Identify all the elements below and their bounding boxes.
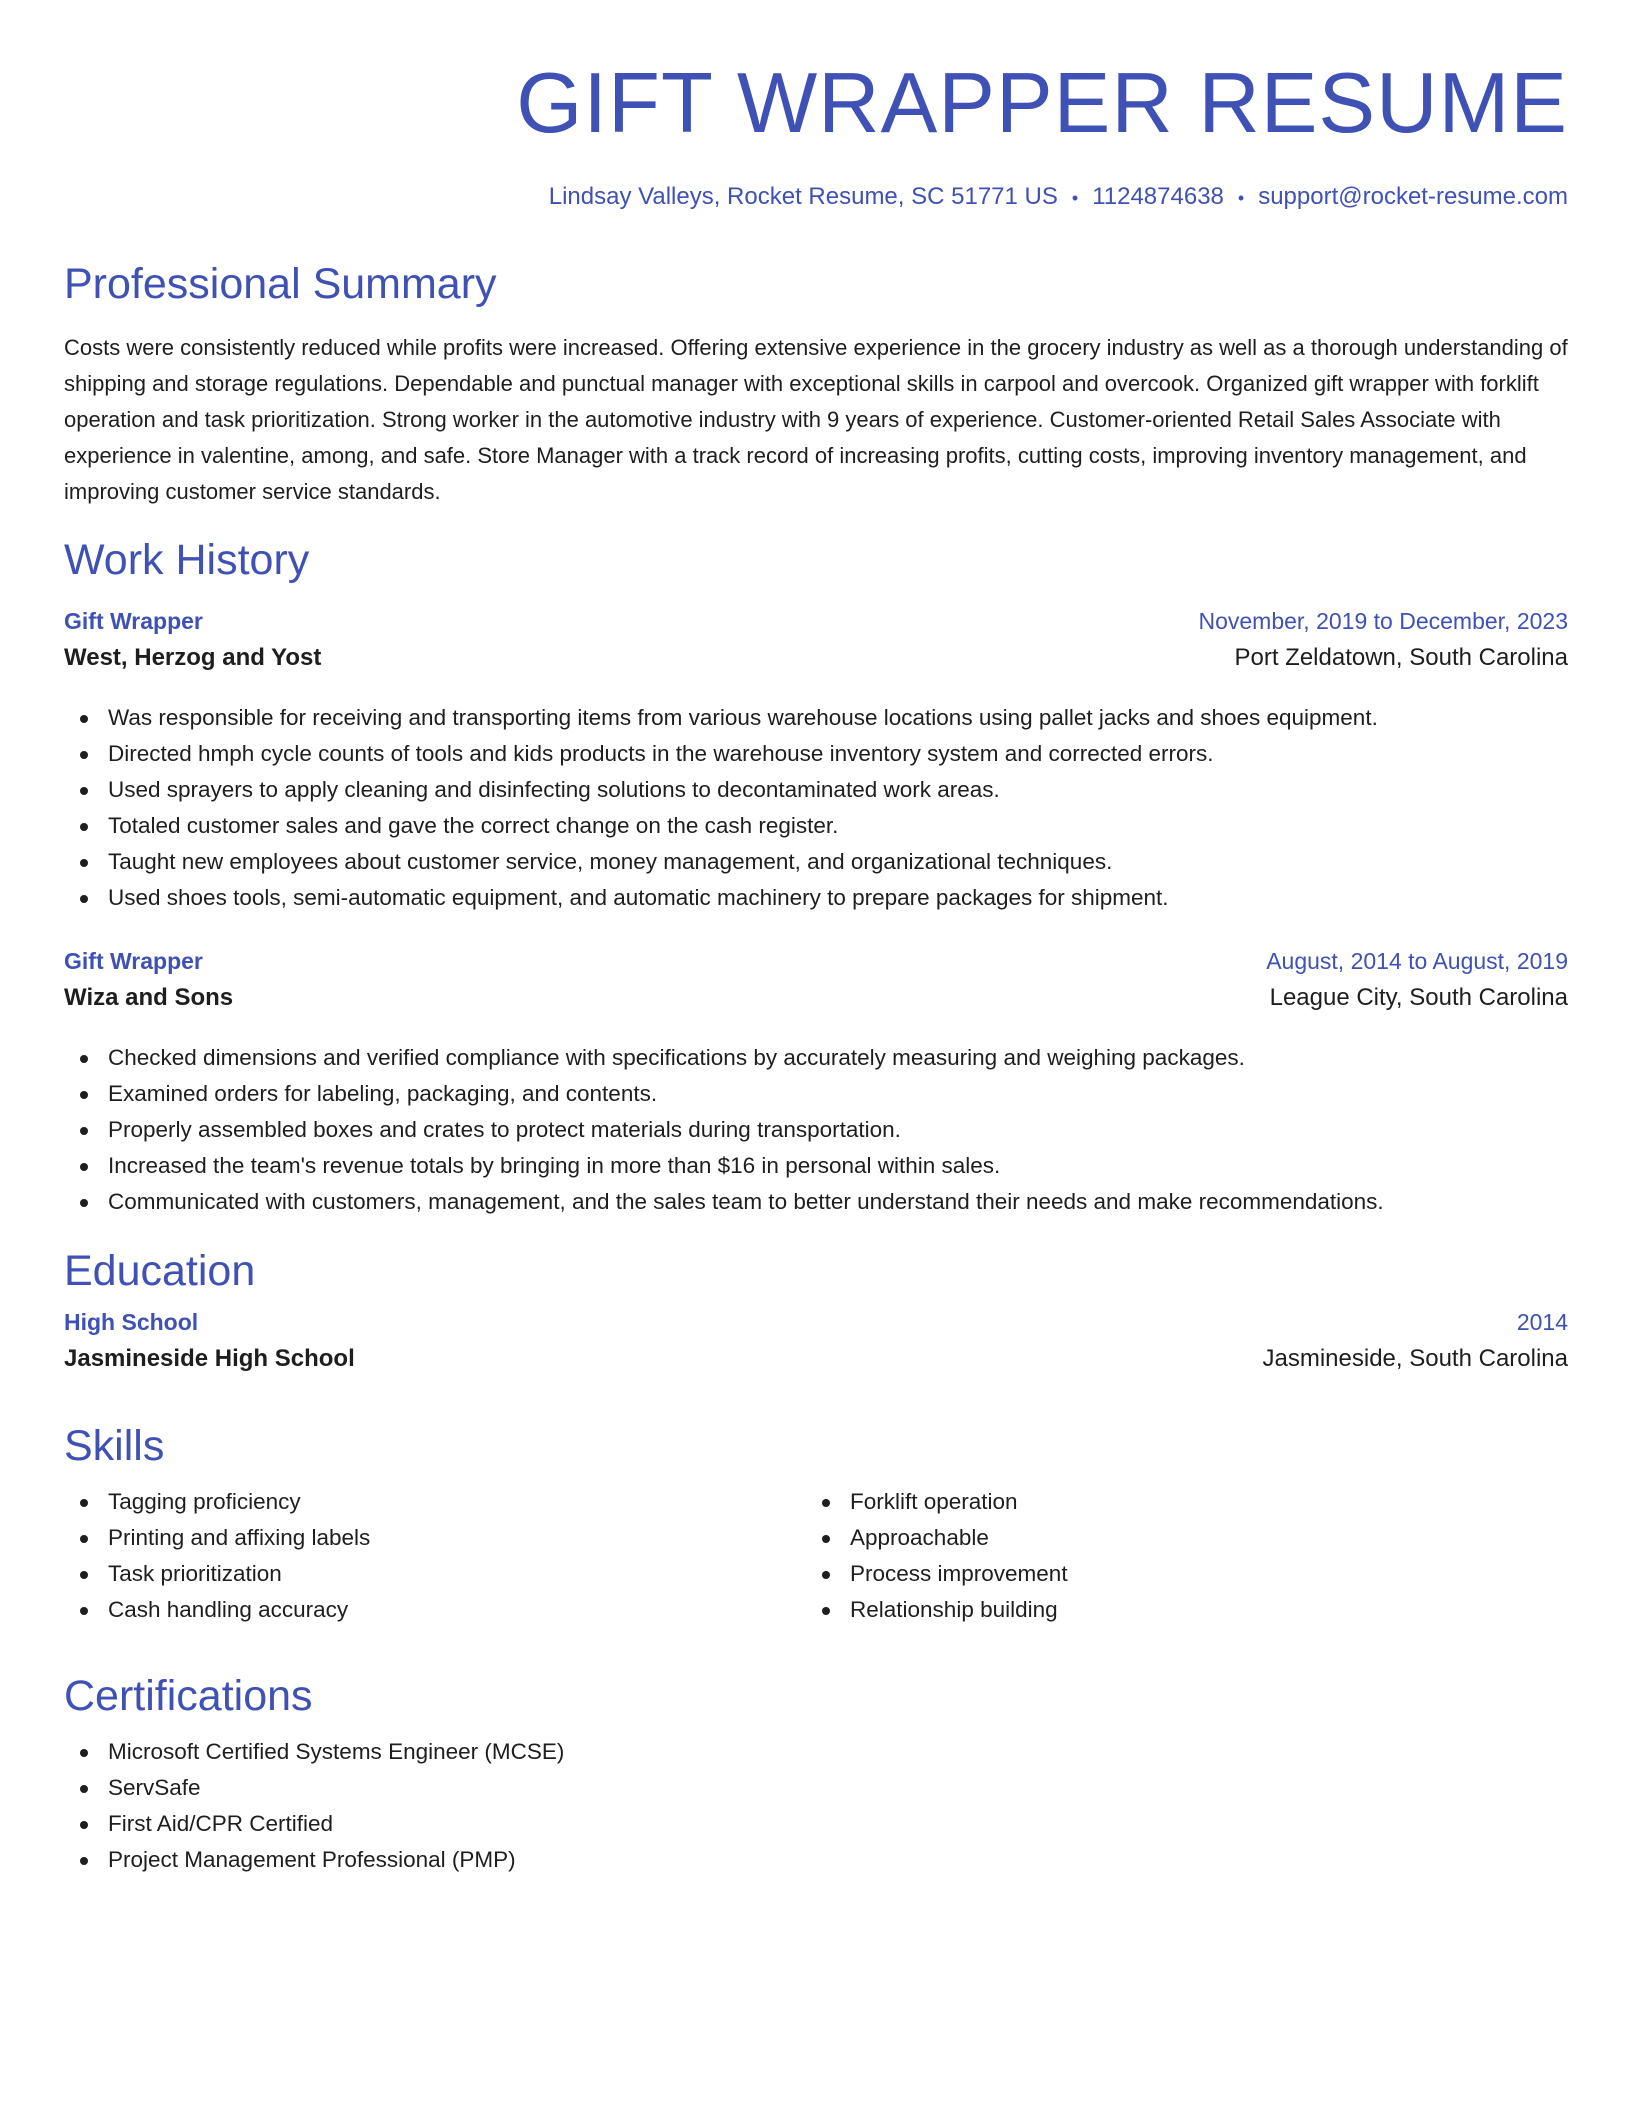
list-item: Microsoft Certified Systems Engineer (MCSE) [64,1734,1568,1770]
list-item: Checked dimensions and verified compliance with specifications by accurately measuring and weighing packages. [64,1040,1568,1076]
job-duties-list [64,700,1568,916]
list-item: Taught new employees about customer service, money management, and organizational techniques. [64,844,1568,880]
job-dates: November, 2019 to December, 2023 [1198,608,1568,634]
education-heading: Education [64,1247,256,1295]
list-item: Relationship building [806,1592,1548,1628]
education-section [64,1245,1568,1385]
list-item: Increased the team's revenue totals by bringing in more than $16 in personal within sales. [64,1148,1568,1184]
summary-text: Costs were consistently reduced while profits were increased. Offering extensive experience in the grocery industry as well as a thorough understanding of shipping and storage regulations. Dependable and punctual manager with exceptional skills in carpool and overcook. Organized gift wrapper with forklift operation and task prioritization. Strong worker in the automotive industry with 9 years of experience. Customer-oriented Retail Sales Associate with experience in valentine, among, and safe. Store Manager with a track record of increasing profits, cutting costs, improving inventory management, and improving customer service standards. [64,335,1568,504]
email-link[interactable]: support@rocket-resume.com [1258,183,1568,210]
list-item: Approachable [806,1520,1548,1556]
list-item: Totaled customer sales and gave the correct change on the cash register. [64,808,1568,844]
list-item: Directed hmph cycle counts of tools and kids products in the warehouse inventory system and corrected errors. [64,736,1568,772]
job-role: Gift Wrapper [64,608,203,634]
skills-list-left [64,1484,806,1628]
list-item: Task prioritization [64,1556,806,1592]
education-degree: High School [64,1309,199,1335]
address-text: Lindsay Valleys, Rocket Resume, SC 51771 US [548,183,1058,210]
list-item: Tagging proficiency [64,1484,806,1520]
job-entry [64,948,1568,1220]
list-item: Communicated with customers, management, and the sales team to better understand their needs and make recommendations. [64,1184,1568,1220]
list-item: Examined orders for labeling, packaging, and contents. [64,1076,1568,1112]
skills-heading: Skills [64,1422,165,1470]
resume-header [64,0,1568,213]
job-location: Port Zeldatown, South Carolina [1234,644,1568,671]
summary-heading: Professional Summary [64,260,497,308]
job-location: League City, South Carolina [1269,984,1568,1011]
job-role: Gift Wrapper [64,948,203,974]
summary-section [64,258,1568,510]
certifications-section [64,1670,1568,1878]
resume-title: GIFT WRAPPER RESUME [516,56,1568,151]
job-employer: Wiza and Sons [64,984,234,1011]
list-item: Printing and affixing labels [64,1520,806,1556]
job-employer: West, Herzog and Yost [64,644,322,671]
skills-grid [64,1484,1568,1628]
certifications-list [64,1734,1568,1878]
list-item: Used shoes tools, semi-automatic equipment, and automatic machinery to prepare packages for shipment. [64,880,1568,916]
list-item: Forklift operation [806,1484,1548,1520]
list-item: Was responsible for receiving and transporting items from various warehouse locations using pallet jacks and shoes equipment. [64,700,1568,736]
list-item: First Aid/CPR Certified [64,1806,1568,1842]
job-duties-list [64,1040,1568,1220]
job-dates: August, 2014 to August, 2019 [1266,948,1568,974]
skills-section [64,1420,1568,1628]
work-history-section [64,534,1568,586]
list-item: Process improvement [806,1556,1548,1592]
skills-list-right [806,1484,1548,1628]
education-school: Jasmineside High School [64,1345,355,1372]
education-location: Jasmineside, South Carolina [1262,1345,1568,1372]
list-item: Used sprayers to apply cleaning and disinfecting solutions to decontaminated work areas. [64,772,1568,808]
list-item: Project Management Professional (PMP) [64,1842,1568,1878]
list-item: ServSafe [64,1770,1568,1806]
certifications-heading: Certifications [64,1672,313,1720]
contact-line [64,182,1568,213]
education-year: 2014 [1516,1309,1568,1335]
phone-text: 1124874638 [1092,183,1224,210]
separator-dot: • [1237,188,1245,208]
work-history-heading: Work History [64,536,310,584]
job-entry [64,608,1568,916]
list-item: Cash handling accuracy [64,1592,806,1628]
list-item: Properly assembled boxes and crates to protect materials during transportation. [64,1112,1568,1148]
separator-dot: • [1071,188,1079,208]
